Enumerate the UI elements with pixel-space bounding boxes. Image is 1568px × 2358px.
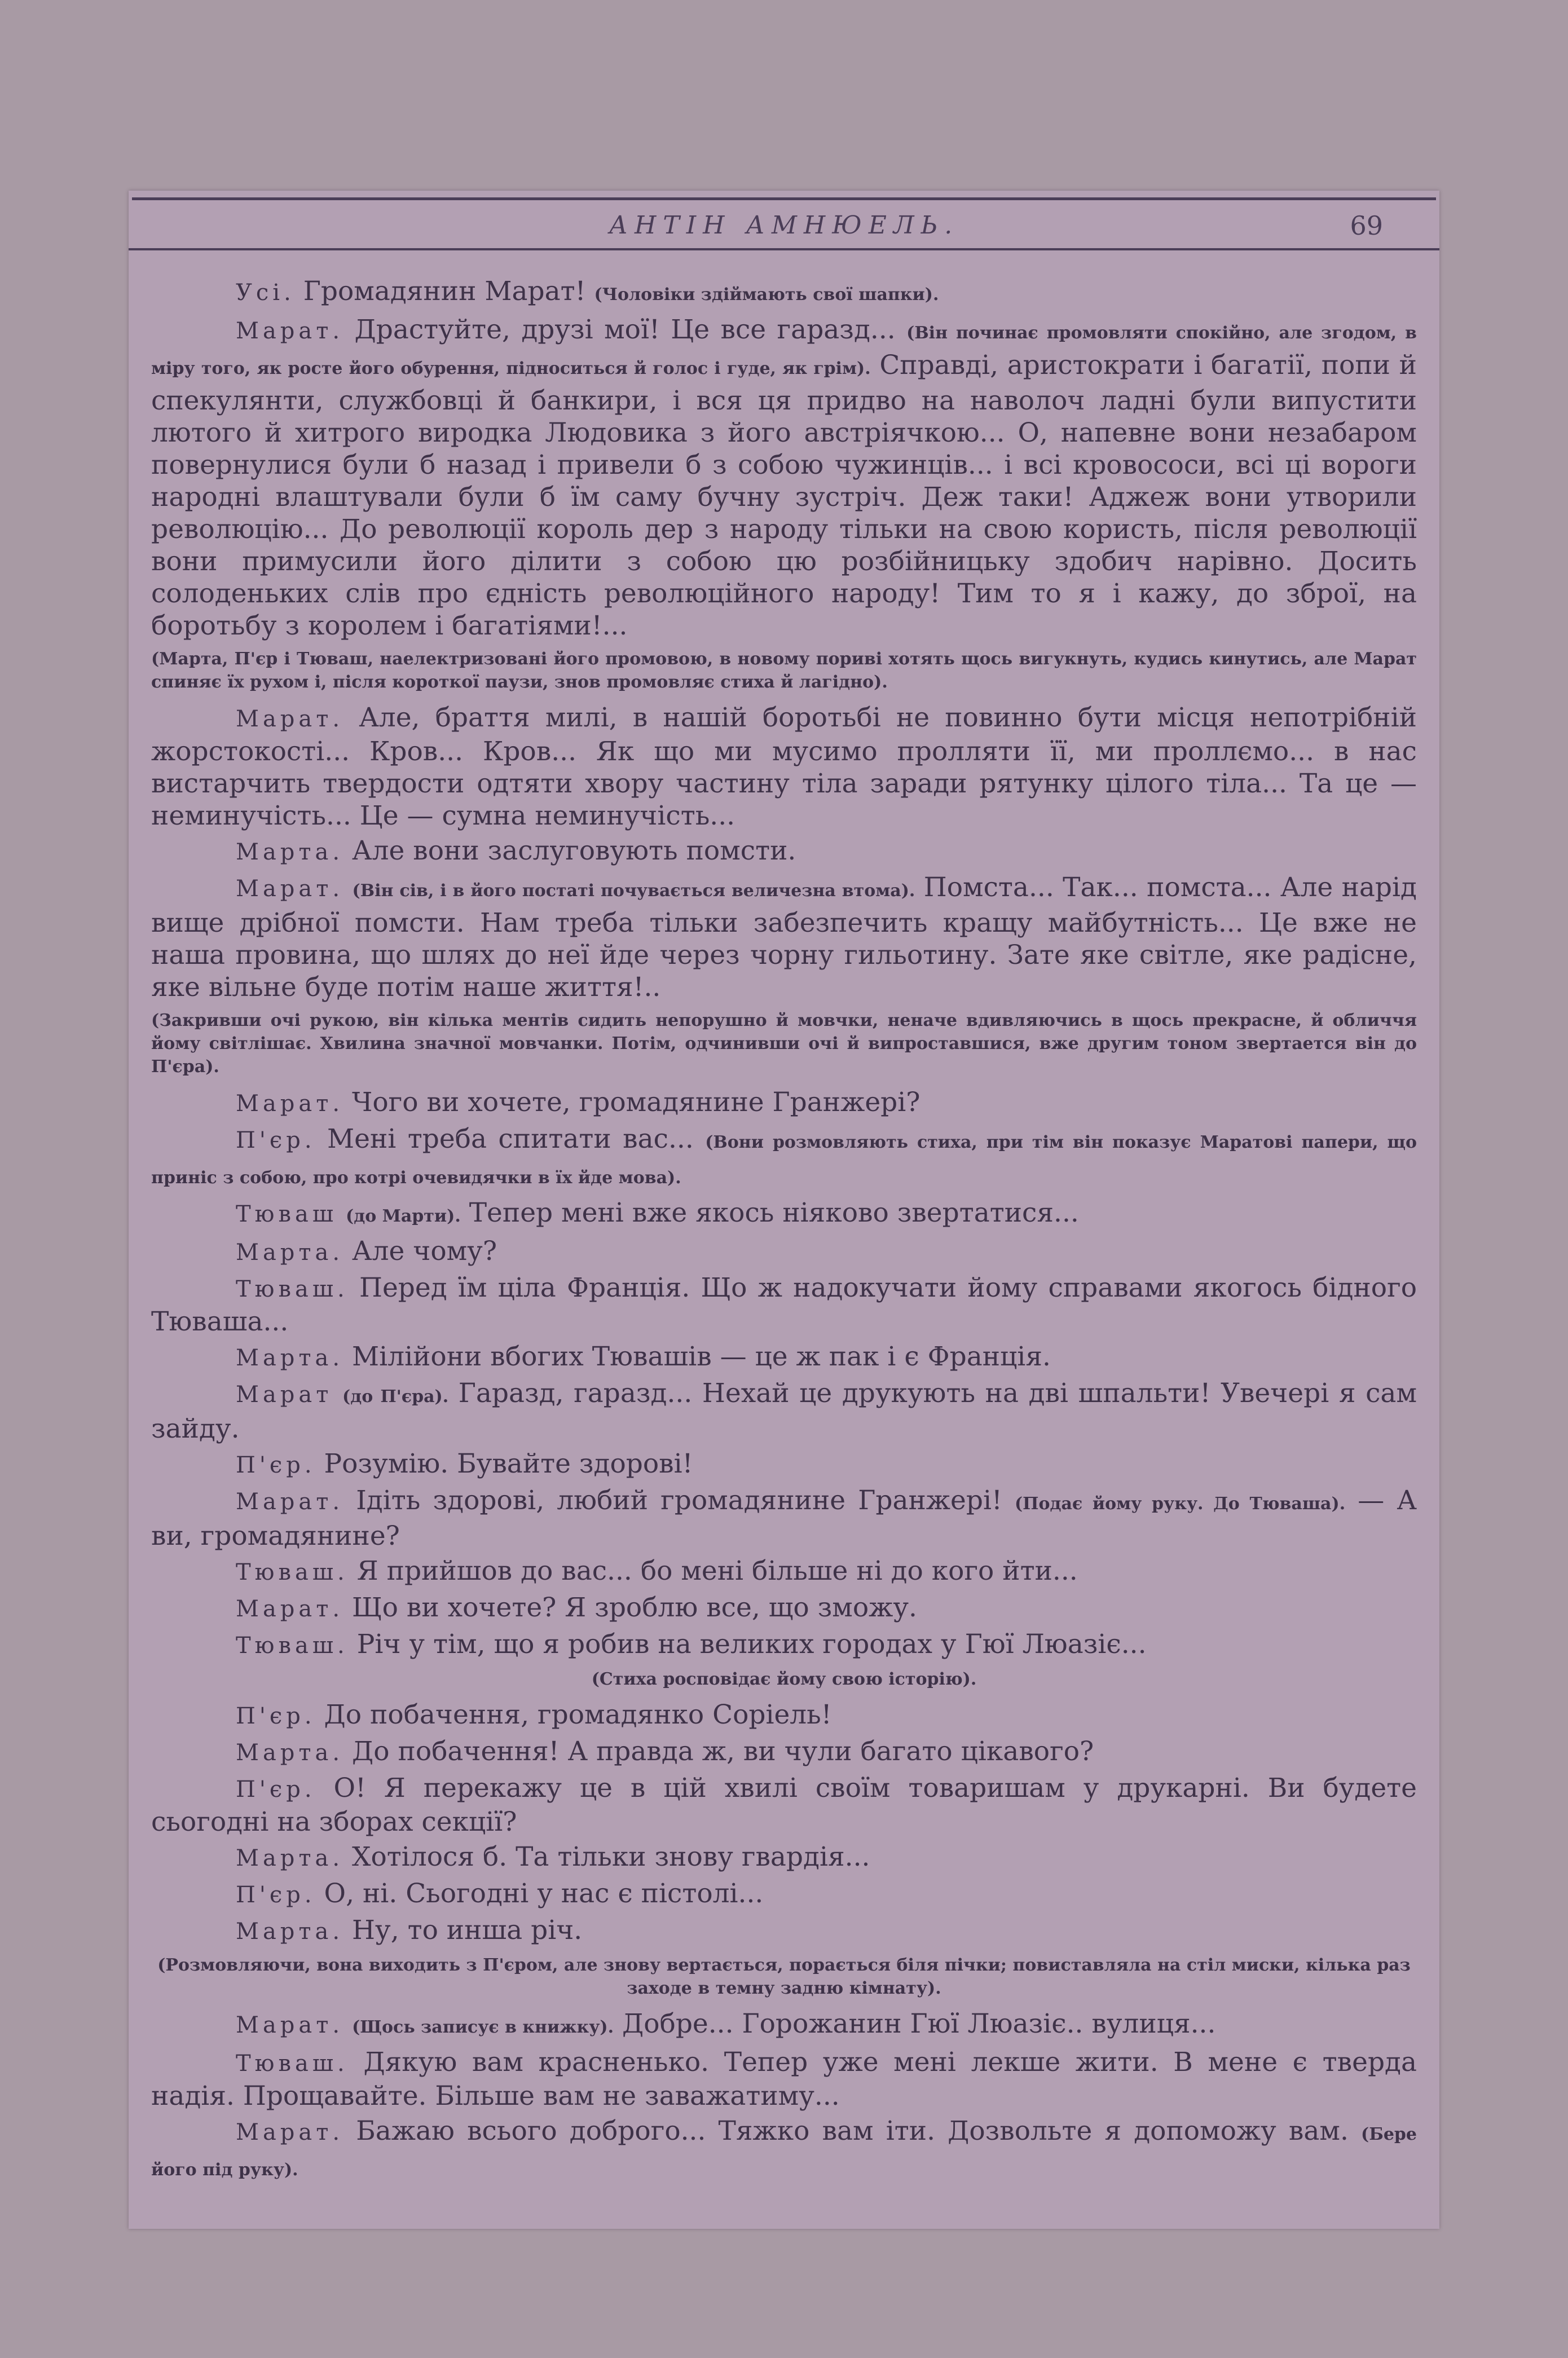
dialogue-text: Бажаю всього доброго... Тяжко вам іти. Дозвольте я допоможу вам. bbox=[343, 2115, 1362, 2147]
speech-paragraph bbox=[151, 2115, 1417, 2186]
speech-paragraph bbox=[151, 1628, 1417, 1662]
speaker-name: Марта. bbox=[236, 1740, 344, 1766]
speech-paragraph bbox=[151, 275, 1417, 311]
stage-note: (Вони розмовляють стиха, при тім він показує Маратові папери, що приніс з собою, про котрі очевидячки в їх йде мова). bbox=[151, 1132, 1417, 1188]
speaker-name: Тюваш. bbox=[236, 2051, 349, 2077]
speaker-name: П'єр. bbox=[236, 1703, 316, 1729]
speaker-name: Марат. bbox=[236, 1596, 344, 1622]
dialogue-text: Дякую вам красненько. Тепер уже мені лекше жити. В мене є тверда надія. Прощавайте. Більше вам не заважатиму... bbox=[151, 2047, 1417, 2112]
speech-paragraph bbox=[151, 1841, 1417, 1875]
stage-note: (Бере його під руку). bbox=[151, 2125, 1417, 2180]
speaker-name: Марта. bbox=[236, 1240, 344, 1266]
dialogue-text: Ну, то инша річ. bbox=[343, 1915, 583, 1946]
speech-paragraph bbox=[151, 2008, 1417, 2043]
speaker-name: Марат. bbox=[236, 1091, 344, 1117]
stage-direction bbox=[151, 1668, 1417, 1691]
dialogue-text: — А ви, громадянине? bbox=[151, 1485, 1417, 1552]
dialogue-text: Чого ви хочете, громадянине Гранжері? bbox=[343, 1087, 920, 1118]
stage-direction bbox=[151, 647, 1417, 694]
speech-paragraph bbox=[151, 1484, 1417, 1552]
dialogue-text: Драстуйте, друзі мої! Це все гаразд... bbox=[343, 314, 907, 345]
speaker-name: Марта. bbox=[236, 1845, 344, 1871]
speech-paragraph bbox=[151, 1448, 1417, 1482]
dialogue-text: Справді, аристократи і багатії, попи й спекулянти, службовці й банкири, і вся ця придво на наволоч ладні були випустити лютого й хитрого виродка Людовика з його австріячкою... О, напевне вони незабаром повернулися були б назад і привели б з собою чужинців... і всі кровососи, всі ці вороги народні влаштували були б їм саму бучну зустріч. Деж таки! Аджеж вони утворили революцію... До революції король дер з народу тільки на свою користь, після революції вони примусили його ділити з собою цю розбійницьку здобич нарівно. Досить солоденьких слів про єдність революційного народу! Тим то я і кажу, до зброї, на боротьбу з королем і багатіями!... bbox=[151, 350, 1417, 641]
speech-paragraph bbox=[151, 1772, 1417, 1838]
dialogue-text: До побачення! А правда ж, ви чули багато цікавого? bbox=[343, 1736, 1094, 1767]
speaker-name: Усі. bbox=[236, 280, 295, 306]
speech-paragraph bbox=[151, 1197, 1417, 1232]
speaker-name: Тюваш. bbox=[236, 1633, 349, 1659]
dialogue-text: Помста... Так... помста... Але нарід вище дрібної помсти. Нам треба тільки забезпечить кращу майбутність... Це вже не наша провина, що шлях до неї йде через чорну гильотину. Зате яке світле, яке радісне, яке вільне буде потім наше життя!.. bbox=[151, 872, 1417, 1003]
dialogue-text: Але вони заслуговують помсти. bbox=[343, 835, 796, 866]
speaker-name: Марта. bbox=[236, 1345, 344, 1371]
speaker-name: Тюваш. bbox=[236, 1559, 349, 1585]
speech-paragraph bbox=[151, 702, 1417, 832]
speaker-name: Марат. bbox=[236, 1489, 344, 1515]
page-number: 69 bbox=[1350, 210, 1383, 241]
speech-paragraph bbox=[151, 1877, 1417, 1911]
speaker-name: Марат. bbox=[236, 318, 344, 344]
speaker-name: Марта. bbox=[236, 1919, 344, 1945]
dialogue-text: Що ви хочете? Я зроблю все, що зможу. bbox=[343, 1592, 917, 1623]
speech-paragraph bbox=[151, 1699, 1417, 1733]
dialogue-text: Я прийшов до вас... бо мені більше ні до кого йти... bbox=[348, 1555, 1078, 1586]
dialogue-text bbox=[337, 1197, 346, 1228]
dialogue-text: Гаразд, гаразд... Нехай це друкують на дві шпальти! Увечері я сам зайду. bbox=[151, 1378, 1417, 1444]
speaker-name: Марат. bbox=[236, 876, 344, 902]
speaker-name: П'єр. bbox=[236, 1882, 316, 1908]
speaker-name: Марат. bbox=[236, 706, 344, 732]
dialogue-text bbox=[343, 872, 352, 903]
stage-note: (Подає йому руку. До Тюваша). bbox=[1014, 1494, 1346, 1514]
dialogue-text: Громадянин Марат! bbox=[294, 276, 594, 307]
speech-paragraph bbox=[151, 1086, 1417, 1120]
stage-note: (Щось записує в книжку). bbox=[352, 2017, 614, 2037]
speaker-name: Марат. bbox=[236, 2012, 344, 2038]
dialogue-text: Мілійони вбогих Тювашів — це ж пак і є Франція. bbox=[343, 1341, 1051, 1372]
speech-paragraph bbox=[151, 1377, 1417, 1445]
speaker-name: П'єр. bbox=[236, 1777, 316, 1802]
stage-note: (Він сів, і в його постаті почувається величезна втома). bbox=[352, 881, 915, 901]
speaker-name: Тюваш bbox=[236, 1201, 338, 1227]
stage-note: (Марта, П'єр і Тюваш, наелектризовані його промовою, в новому пориві хотять щось вигукнуть, кудись кинутись, але Марат спиняє їх рухом і, після короткої паузи, знов промовляє стиха й лагідно). bbox=[151, 649, 1417, 692]
speech-paragraph bbox=[151, 835, 1417, 869]
dialogue-text: О, ні. Сьогодні у нас є пістолі... bbox=[315, 1878, 764, 1909]
stage-direction bbox=[151, 1009, 1417, 1078]
speaker-name: Тюваш. bbox=[236, 1276, 349, 1302]
book-page bbox=[129, 191, 1439, 2229]
speech-paragraph bbox=[151, 1592, 1417, 1625]
dialogue-text: Добре... Горожанин Гюї Люазіє.. вулиця... bbox=[614, 2008, 1216, 2039]
stage-note: (Чоловіки здіймають свої шапки). bbox=[594, 285, 939, 305]
dialogue-text: Але, браття милі, в нашій боротьбі не повинно бути місця непотрібній жорстокості... Кров... Кров... Як що ми мусимо пролляти її, ми проллємо... в нас вистарчить твердости одтяти хвору частину тіла заради рятунку цілого тіла... Та це — неминучість... Це — сумна неминучість... bbox=[151, 702, 1417, 831]
speech-paragraph bbox=[151, 1272, 1417, 1338]
header-rule-bottom bbox=[129, 248, 1439, 250]
stage-note: (до П'єра). bbox=[342, 1387, 449, 1407]
dialogue-text: Розумію. Бувайте здорові! bbox=[315, 1448, 693, 1479]
dialogue-text bbox=[332, 1378, 342, 1409]
dialogue-text: Мені треба спитати вас... bbox=[315, 1123, 706, 1154]
running-header bbox=[129, 209, 1439, 243]
dialogue-text: Тепер мені вже якось ніяково звертатися... bbox=[460, 1197, 1079, 1228]
speech-paragraph bbox=[151, 1341, 1417, 1374]
speaker-name: Марта. bbox=[236, 839, 344, 865]
dialogue-text: Перед їм ціла Франція. Що ж надокучати йому справами якогось бідного Тюваша... bbox=[151, 1272, 1417, 1337]
speaker-name: П'єр. bbox=[236, 1127, 316, 1153]
stage-note: (Стиха росповідає йому свою історію). bbox=[591, 1669, 977, 1689]
speaker-name: П'єр. bbox=[236, 1452, 316, 1478]
speech-paragraph bbox=[151, 2046, 1417, 2112]
speech-paragraph bbox=[151, 1914, 1417, 1948]
dialogue-text: Річ у тім, що я робив на великих городах у Гюї Люазіє... bbox=[348, 1629, 1147, 1660]
running-title: АНТІН АМНЮЕЛЬ. bbox=[609, 211, 959, 240]
dialogue-text: Ідіть здорові, любий громадянине Гранжері! bbox=[343, 1485, 1015, 1516]
header-rule-top bbox=[132, 197, 1436, 200]
play-text bbox=[151, 275, 1417, 2189]
dialogue-text: О! Я перекажу це в цій хвилі своїм товаришам у друкарні. Ви будете сьогодні на зборах секції? bbox=[151, 1773, 1417, 1837]
speech-paragraph bbox=[151, 1555, 1417, 1589]
stage-note: (Розмовляючи, вона виходить з П'єром, але знову вертається, порається біля пічки; повиставляла на стіл миски, кілька раз заходе в темну задню кімнату). bbox=[157, 1955, 1411, 1998]
dialogue-text: Хотілося б. Та тільки знову гвардія... bbox=[343, 1841, 870, 1872]
stage-direction bbox=[151, 1954, 1417, 2000]
stage-note: (Закривши очі рукою, він кілька ментів сидить непорушно й мовчки, неначе вдивляючись в щось прекрасне, й обличчя йому світлішає. Хвилина значної мовчанки. Потім, одчинивши очі й випроставшися, вже другим тоном звертается він до П'єра). bbox=[151, 1011, 1417, 1077]
speaker-name: Марат. bbox=[236, 2119, 344, 2145]
speech-paragraph bbox=[151, 314, 1417, 642]
speech-paragraph bbox=[151, 1123, 1417, 1194]
speech-paragraph bbox=[151, 1235, 1417, 1269]
dialogue-text: Але чому? bbox=[343, 1236, 497, 1267]
stage-note: (Він починає промовляти спокійно, але згодом, в міру того, як росте його обурення, підноситься й голос і гуде, як грім). bbox=[151, 323, 1417, 378]
speaker-name: Марат bbox=[236, 1382, 333, 1408]
dialogue-text bbox=[343, 2008, 352, 2039]
speech-paragraph bbox=[151, 871, 1417, 1003]
dialogue-text: До побачення, громадянко Соріель! bbox=[315, 1699, 832, 1730]
speech-paragraph bbox=[151, 1735, 1417, 1769]
stage-note: (до Марти). bbox=[346, 1206, 461, 1226]
